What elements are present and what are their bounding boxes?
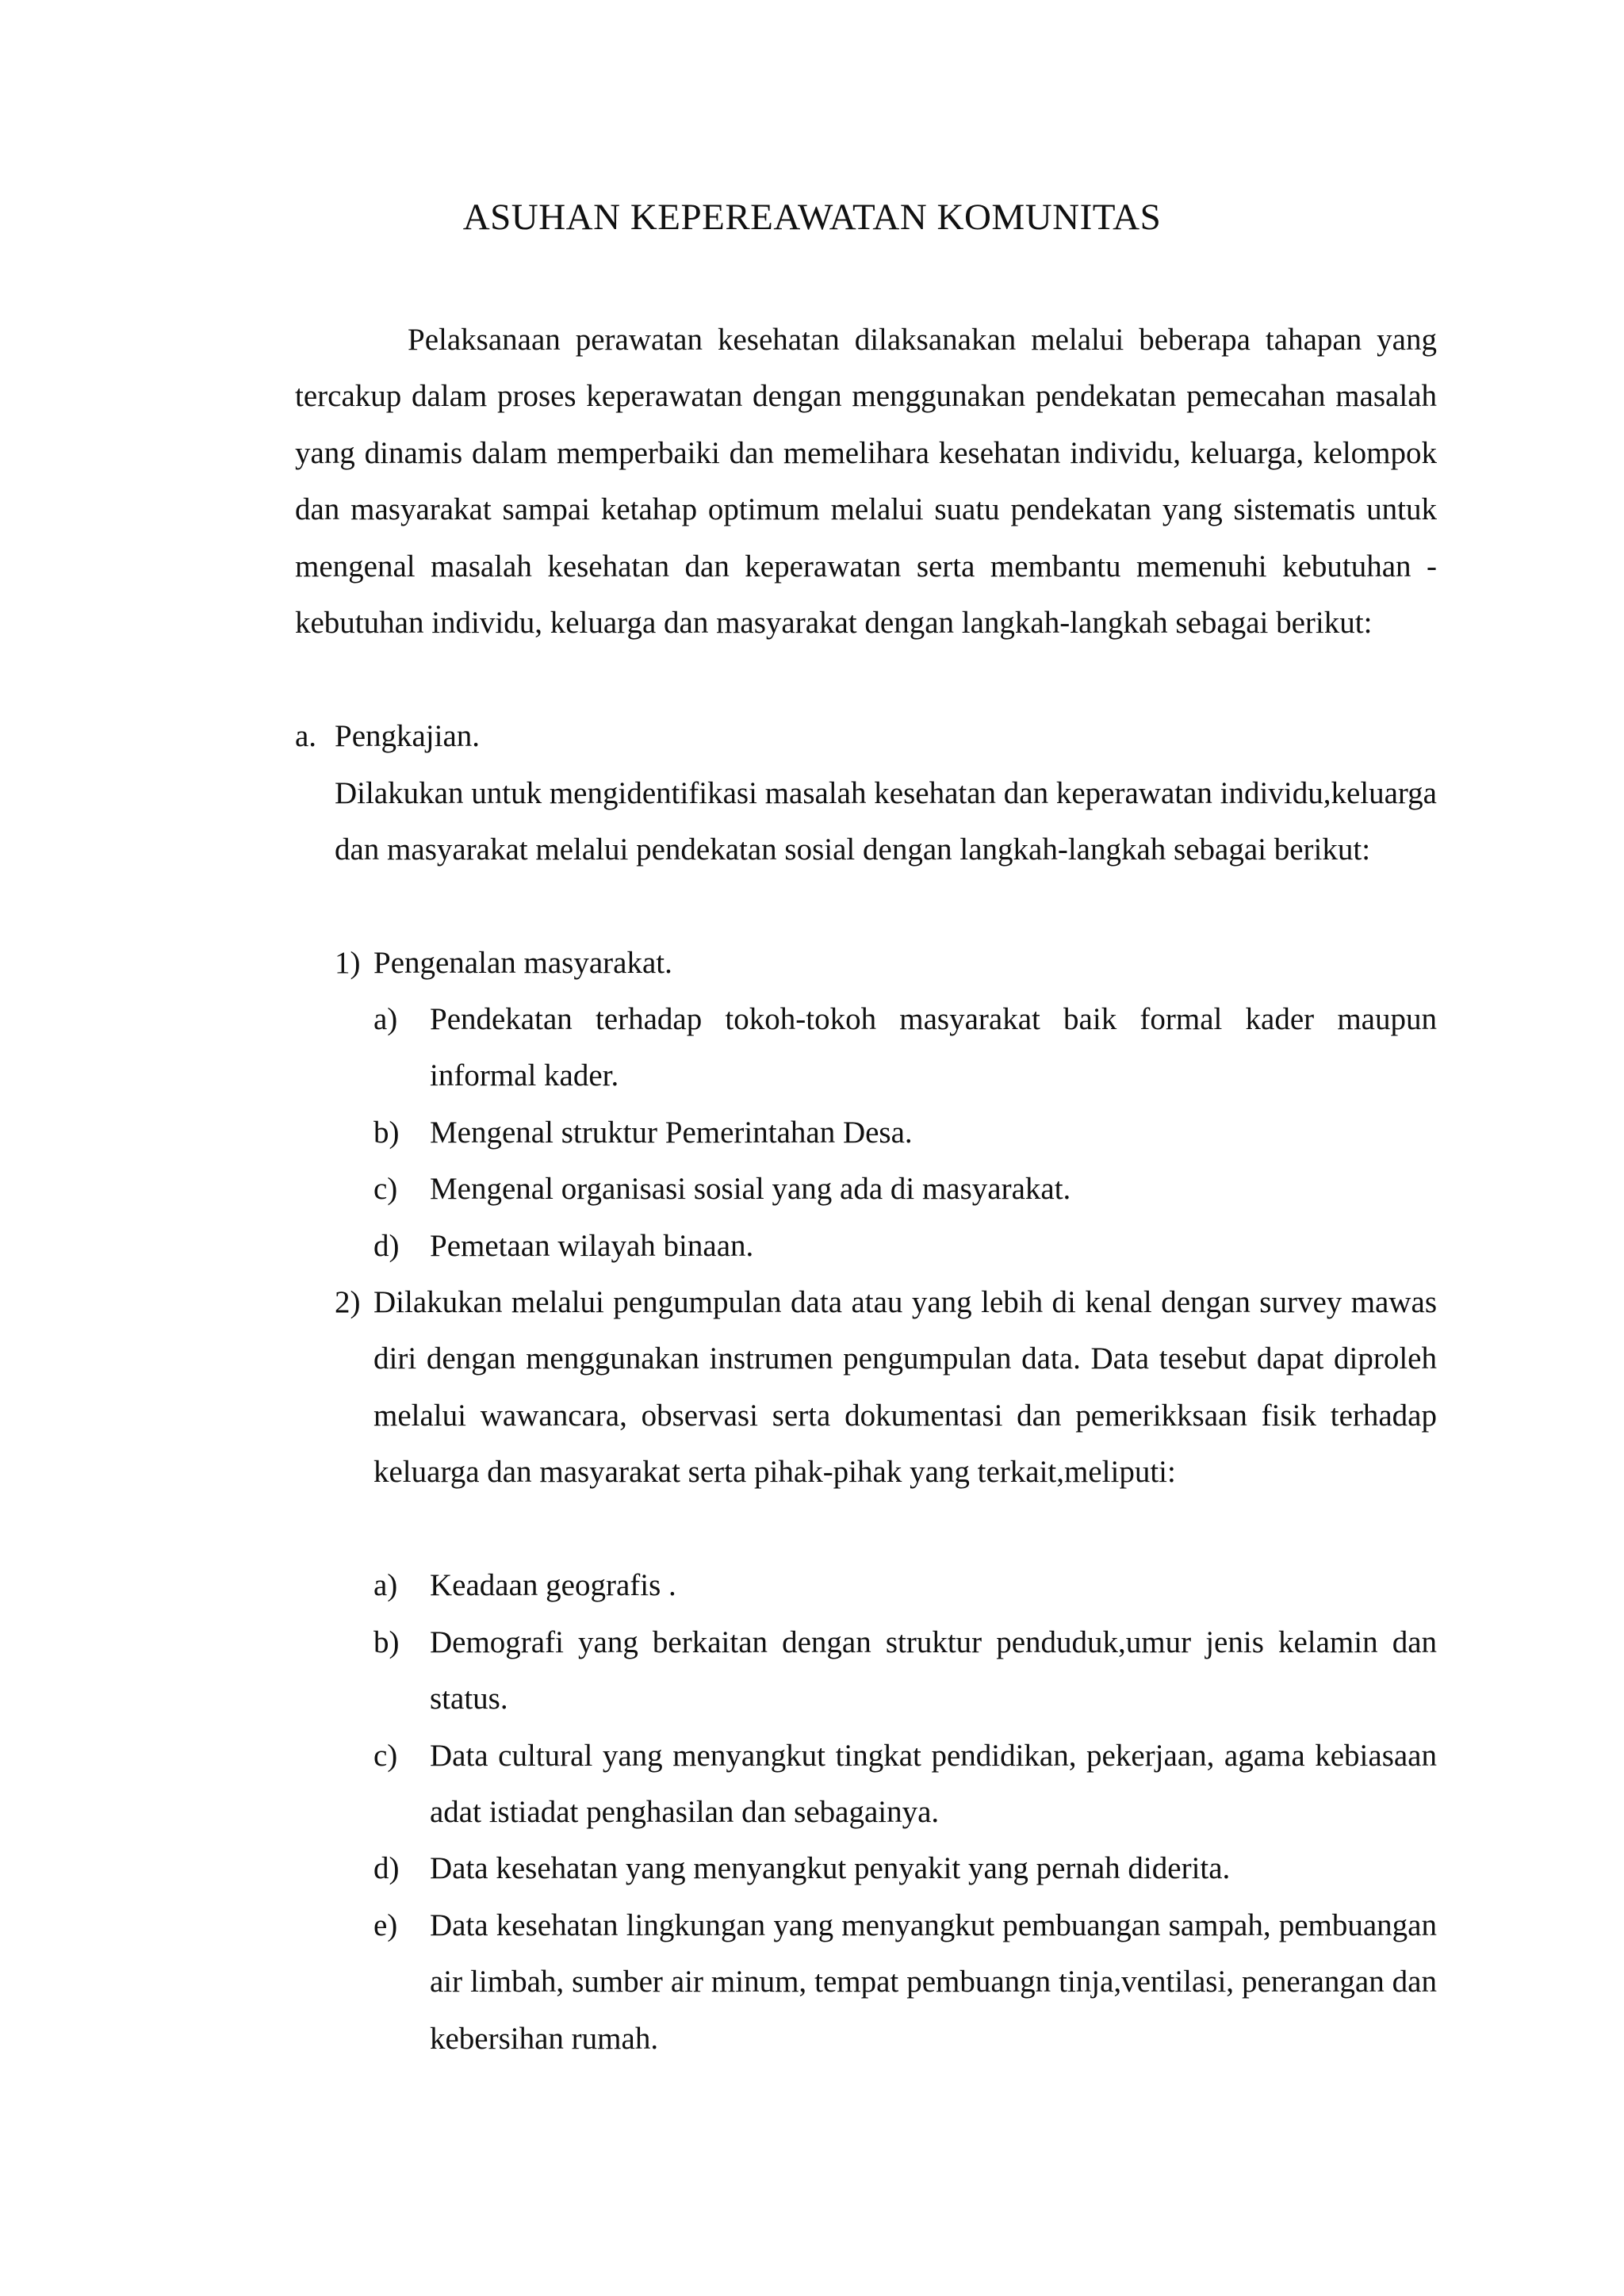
point-1-marker: 1): [335, 946, 361, 980]
point-2-item-e-marker: e): [373, 1908, 398, 1942]
point-1-item-b-text: Mengenal struktur Pemerintahan Desa.: [430, 1115, 913, 1150]
point-1-item-c-text: Mengenal organisasi sosial yang ada di masyarakat.: [430, 1172, 1071, 1206]
point-2-item-c-text: Data cultural yang menyangkut tingkat pendidikan, pekerjaan, agama kebiasaan adat istiadat penghasilan dan sebagainya.: [430, 1739, 1437, 1830]
point-2-item-c-marker: c): [373, 1739, 398, 1773]
intro-paragraph: Pelaksanaan perawatan kesehatan dilaksanakan melalui beberapa tahapan yang tercakup dalam proses keperawatan dengan menggunakan pendekatan pemecahan masalah yang dinamis dalam memperbaiki dan memelihara kesehatan individu, keluarga, kelompok dan masyarakat sampai ketahap optimum melalui suatu pendekatan yang sistematis untuk mengenal masalah kesehatan dan keperawatan serta membantu memenuhi kebutuhan -kebutuhan individu, keluarga dan masyarakat dengan langkah-langkah sebagai berikut:: [295, 323, 1437, 641]
point-1-item-c-marker: c): [373, 1172, 398, 1206]
point-1-text: Pengenalan masyarakat.: [373, 946, 672, 980]
point-1-item-b-marker: b): [373, 1115, 400, 1150]
point-2-item-d-marker: d): [373, 1851, 400, 1885]
section-a-body: Dilakukan untuk mengidentifikasi masalah kesehatan dan keperawatan individu,keluarga dan masyarakat melalui pendekatan sosial dengan langkah-langkah sebagai berikut:: [335, 776, 1437, 867]
point-2-item-b-marker: b): [373, 1625, 400, 1659]
point-2-marker: 2): [335, 1285, 361, 1319]
section-a-heading: Pengkajian.: [335, 719, 481, 753]
point-1-item-d-text: Pemetaan wilayah binaan.: [430, 1229, 754, 1263]
point-2-text: Dilakukan melalui pengumpulan data atau yang lebih di kenal dengan survey mawas diri dengan menggunakan instrumen pengumpulan data. Data tesebut dapat diproleh melalui wawancara, observasi serta dokumentasi dan pemerikksaan fisik terhadap keluarga dan masyarakat serta pihak-pihak yang terkait,meliputi:: [373, 1285, 1437, 1490]
point-1-item-a-marker: a): [373, 1002, 398, 1036]
point-2-item-a-text: Keadaan geografis .: [430, 1568, 676, 1602]
point-2-item-b-text: Demografi yang berkaitan dengan struktur penduduk,umur jenis kelamin dan status.: [430, 1625, 1437, 1716]
point-1-item-d-marker: d): [373, 1229, 400, 1263]
point-1-item-a-text: Pendekatan terhadap tokoh-tokoh masyarakat baik formal kader maupun informal kader.: [430, 1002, 1437, 1093]
section-a-marker: a.: [295, 719, 317, 753]
point-2-item-a-marker: a): [373, 1568, 398, 1602]
point-2-item-e-text: Data kesehatan lingkungan yang menyangkut pembuangan sampah, pembuangan air limbah, sumber air minum, tempat pembuangn tinja,ventilasi, penerangan dan kebersihan rumah.: [430, 1908, 1437, 2056]
document-title: ASUHAN KEPEREAWATAN KOMUNITAS: [462, 197, 1162, 238]
point-2-item-d-text: Data kesehatan yang menyangkut penyakit yang pernah diderita.: [430, 1851, 1231, 1885]
